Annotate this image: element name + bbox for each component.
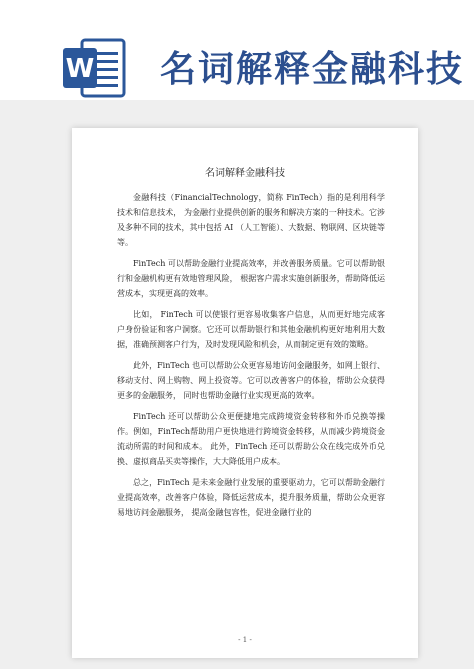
paragraph: 此外，FinTech 也可以帮助公众更容易地访问金融服务，如网上银行、 移动支付、网上购物、网上投资等。它可以改善客户的体验，帮助公众获得更多的金融服务， 同时也帮助金融行业实现更高的效率。 <box>117 361 385 400</box>
paragraph: 比如， FinTech 可以使银行更容易收集客户信息，从而更好地完成客户身份验证和客户洞察。它还可以帮助银行和其他金融机构更好地利用大数据，准确预测客户行为，及时发现风险和机会，从而制定更有效的策略。 <box>117 310 385 349</box>
page-number: - 1 - <box>238 636 252 644</box>
banner-title: 名词解释金融科技 <box>160 49 465 90</box>
paragraph: 金融科技（FinancialTechnology，简称 FinTech）指的是利用科学技术和信息技术， 为金融行业提供创新的服务和解决方案的一种技术。它涉及多种不同的技术，其中包括 AI （人工智能）、大数据、物联网、区块链等等。 <box>117 193 385 247</box>
document-body <box>117 190 385 526</box>
word-icon <box>62 38 126 100</box>
banner <box>0 0 474 100</box>
paragraph: FinTech 可以帮助金融行业提高效率，并改善服务质量。它可以帮助银行和金融机构更有效地管理风险， 根据客户需求实施创新服务，帮助降低运营成本，实现更高的效率。 <box>117 259 385 298</box>
paragraph: FinTech 还可以帮助公众更便捷地完成跨境资金转移和外币兑换等操作。例如，FinTech帮助用户更快地进行跨境资金转移，从而减少跨境资金流动所需的时间和成本。 此外，FinTech 还可以帮助公众在线完成外币兑换、虚拟商品买卖等操作，大大降低用户成本。 <box>117 412 385 466</box>
paragraph: 总之，FinTech 是未来金融行业发展的重要驱动力，它可以帮助金融行业提高效率，改善客户体验，降低运营成本，提升服务质量，帮助公众更容易地访问金融服务， 提高金融包容性，促进金融行业的 <box>117 478 385 517</box>
document-title: 名词解释金融科技 <box>205 168 285 179</box>
document-page <box>72 128 418 658</box>
word-icon-letter: W <box>65 54 95 84</box>
